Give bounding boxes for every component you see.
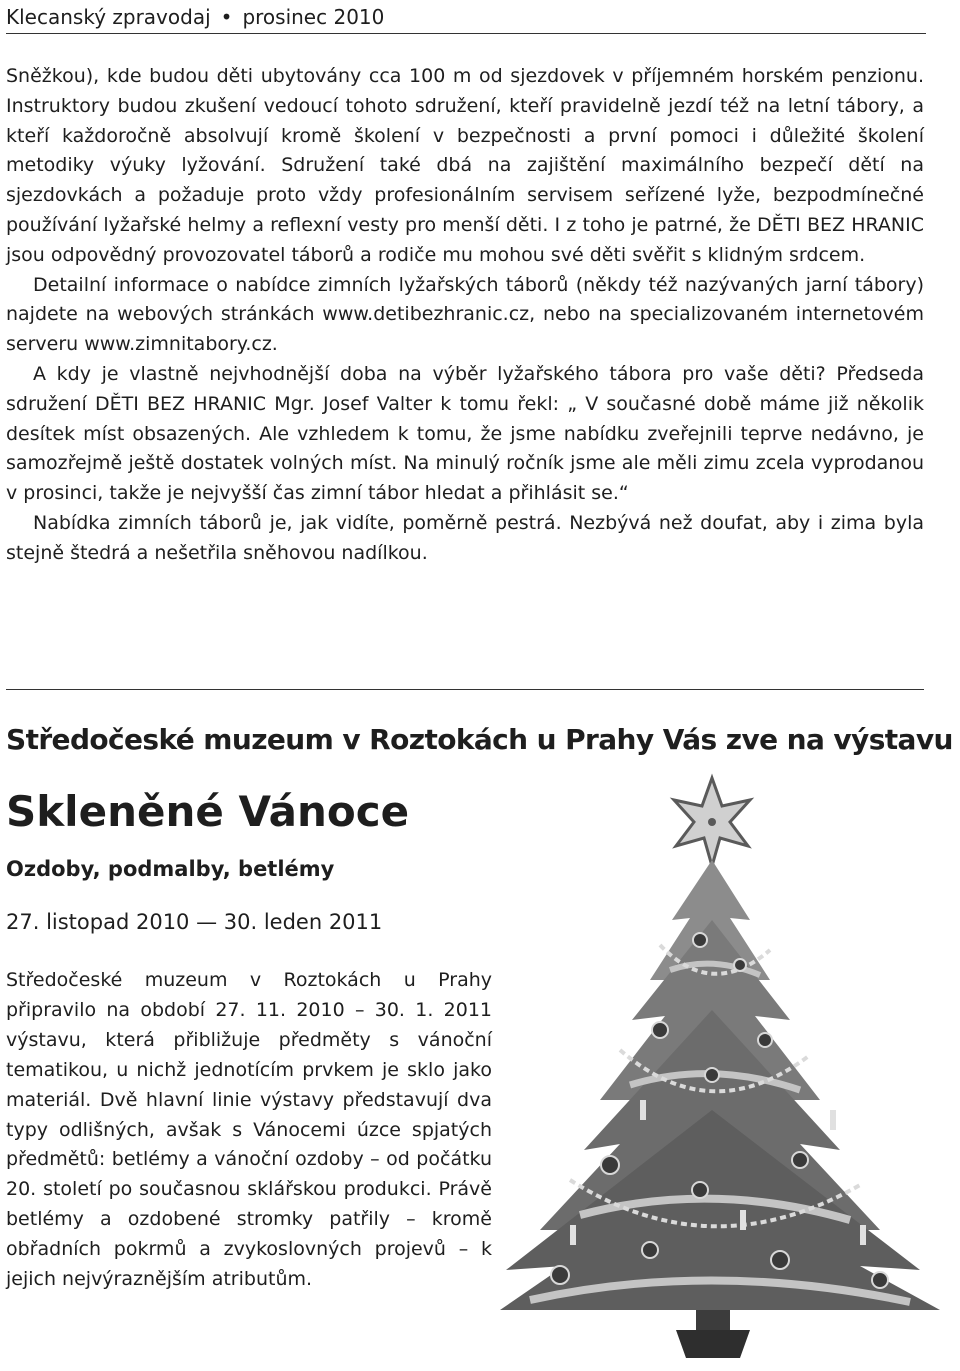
tree-foliage bbox=[500, 860, 940, 1310]
exhibition-dates: 27. listopad 2010 — 30. leden 2011 bbox=[6, 910, 383, 934]
publication-name: Klecanský zpravodaj bbox=[6, 5, 211, 29]
bullet-separator: • bbox=[220, 5, 233, 29]
exhibition-description-text: Středočeské muzeum v Roztokách u Prahy připravilo na období 27. 11. 2010 – 30. 1. 2011 výstavu, která přibližuje předměty s vánoční tematikou, u nichž jednotícím prvkem je sklo jako materiál. Dvě hlavní linie výstavy představují dva typy odlišných, avšak s Vánocemi úzce spjatých předmětů: betlémy a vánoční ozdoby – od počátku 20. století po současnou sklářskou produkci. Právě betlémy a ozdobené stromky patřily – kromě obřadních pokrmů a zvykoslovných projevů – k jejich nejvýraznějším atributům. bbox=[6, 969, 492, 1291]
issue-date: prosinec 2010 bbox=[242, 5, 385, 29]
article-paragraph-3: A kdy je vlastně nejvhodnější doba na výběr lyžařského tábora pro vaše děti? Předseda sdružení DĚTI BEZ HRANIC Mgr. Josef Valter k tomu řekl: „ V současné době máme již několik desítek míst obsazených. Ale vzhledem k tomu, že jsme nabídku zveřejnili teprve nedávno, je samozřejmě ještě dostatek volných míst. Na minulý ročník jsme ale měli zimu zcela vyprodanou v prosinci, takže je nejvyšší čas zimní tábor hledat a přihlásit se.“ bbox=[6, 362, 924, 505]
page-header bbox=[6, 2, 926, 34]
section-divider bbox=[6, 689, 924, 690]
christmas-tree-illustration bbox=[500, 770, 950, 1360]
article-paragraph-1: Sněžkou), kde budou děti ubytovány cca 100 m od sjezdovek v příjemném horském penzionu. Instruktory budou zkušení vedoucí tohoto sdružení, kteří pravidelně jezdí též na letní tábory, a kteří každoročně absolvují kromě školení v bezpečnosti a první pomoci i důležité školení metodiky výuky lyžování. Sdružení také dbá na zajištění maximálního bezpečí dětí na sjezdovkách a požaduje proto vždy profesionálním servisem seřízené lyže, bezpodmínečné používání lyžařské helmy a reflexní vesty pro menší děti. I z toho je patrné, že DĚTI BEZ HRANIC jsou odpovědný provozovatel táborů a rodiče mu mohou své děti svěřit s klidným srdcem. bbox=[6, 65, 924, 266]
exhibition-title: Skleněné Vánoce bbox=[6, 787, 410, 836]
tree-base bbox=[676, 1330, 750, 1358]
ski-camp-article bbox=[6, 62, 924, 569]
exhibition-invite-heading: Středočeské muzeum v Roztokách u Prahy Vás zve na výstavu bbox=[6, 723, 953, 756]
exhibition-description bbox=[6, 966, 492, 1295]
exhibition-subtitle: Ozdoby, podmalby, betlémy bbox=[6, 857, 335, 881]
article-paragraph-2: Detailní informace o nabídce zimních lyžařských táborů (někdy též nazývaných jarní tábory) najdete na webových stránkách www.detibezhranic.cz, nebo na specializovaném internetovém serveru www.zimnitabory.cz. bbox=[6, 273, 924, 356]
article-paragraph-4: Nabídka zimních táborů je, jak vidíte, poměrně pestrá. Nezbývá než doufat, aby i zima byla stejně štedrá a nešetřila sněhovou nadílkou. bbox=[6, 511, 924, 564]
tree-star-icon bbox=[674, 778, 750, 866]
